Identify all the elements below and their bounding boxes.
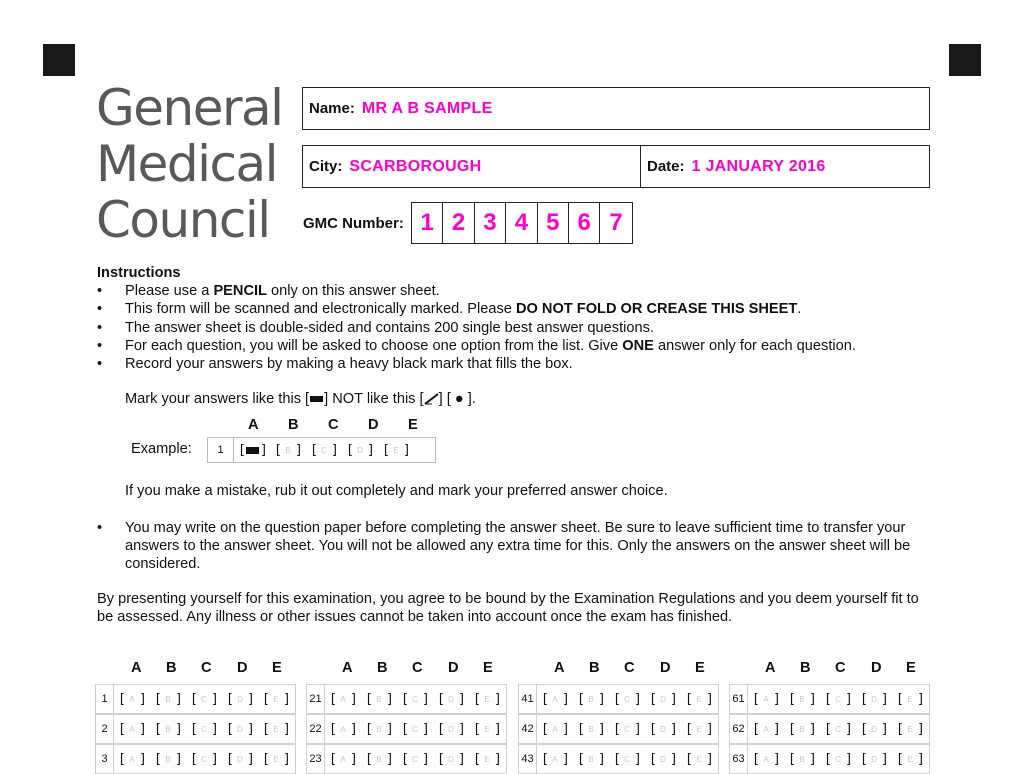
answer-box-d[interactable]: [ D ] — [226, 721, 255, 737]
answer-box-a[interactable]: [ A ] — [118, 691, 147, 707]
example-option-b: [ B ] — [274, 442, 303, 458]
date-field — [641, 146, 826, 187]
answer-box-a[interactable]: [ A ] — [541, 721, 570, 737]
gmc-number-boxes — [411, 202, 633, 244]
gmc-digit: 3 — [475, 203, 506, 243]
option-letter-c: C — [412, 660, 423, 676]
answer-box-c[interactable]: [ C ] — [824, 751, 853, 767]
answer-box-b[interactable]: [ B ] — [154, 751, 183, 767]
answer-column-4 — [729, 660, 930, 767]
answer-box-e[interactable]: [ E ] — [473, 751, 502, 767]
question-number: 63 — [730, 745, 748, 773]
answer-box-a[interactable]: [ A ] — [541, 691, 570, 707]
answer-box-c[interactable]: [ C ] — [190, 751, 219, 767]
answer-box-e[interactable]: [ E ] — [685, 721, 714, 737]
question-number: 3 — [96, 745, 114, 773]
option-letter-e: E — [272, 660, 282, 676]
answer-box-c[interactable]: [ C ] — [401, 751, 430, 767]
answer-row — [729, 684, 930, 714]
answer-row — [518, 714, 719, 744]
answer-box-c[interactable]: [ C ] — [824, 721, 853, 737]
answer-box-b[interactable]: [ B ] — [788, 691, 817, 707]
option-letter-d: D — [871, 660, 882, 676]
option-letter-e: E — [483, 660, 493, 676]
gmc-digit: 6 — [569, 203, 600, 243]
filled-mark-icon — [310, 396, 323, 402]
answer-box-d[interactable]: [ D ] — [860, 721, 889, 737]
answer-row — [306, 714, 507, 744]
answer-box-b[interactable]: [ B ] — [365, 721, 394, 737]
name-value: MR A B SAMPLE — [361, 99, 493, 117]
city-date-row — [302, 145, 930, 188]
answer-box-d[interactable]: [ D ] — [437, 691, 466, 707]
answer-box-b[interactable]: [ B ] — [577, 751, 606, 767]
city-field — [303, 146, 641, 187]
question-number: 2 — [96, 715, 114, 743]
option-letter-a: A — [765, 660, 776, 676]
option-letter-a: A — [131, 660, 142, 676]
logo-line-3: Council — [96, 191, 270, 249]
question-number: 62 — [730, 715, 748, 743]
answer-box-c[interactable]: [ C ] — [613, 721, 642, 737]
instruction-bullet-scan: • This form will be scanned and electronically marked. Please DO NOT FOLD OR CREASE THIS SHEET. — [97, 301, 802, 318]
answer-column-header — [306, 660, 507, 684]
answer-box-e[interactable]: [ E ] — [473, 691, 502, 707]
answer-box-c[interactable]: [ C ] — [401, 691, 430, 707]
gmc-number-label: GMC Number: — [303, 215, 404, 232]
answer-box-e[interactable]: [ E ] — [473, 721, 502, 737]
name-label: Name: — [309, 100, 355, 117]
answer-box-e[interactable]: [ E ] — [685, 751, 714, 767]
registration-mark-right — [949, 44, 981, 76]
answer-box-e[interactable]: [ E ] — [262, 691, 291, 707]
gmc-digit: 7 — [609, 209, 623, 236]
answer-row — [306, 684, 507, 714]
mark-example-text: Mark your answers like this [ ] NOT like this [ ] [ ● ]. — [125, 391, 476, 408]
gmc-digit: 5 — [538, 203, 569, 243]
option-letter-d: D — [448, 660, 459, 676]
answer-box-d[interactable]: [ D ] — [649, 721, 678, 737]
option-letter-c: C — [624, 660, 635, 676]
answer-box-e[interactable]: [ E ] — [896, 691, 925, 707]
option-letter-d: D — [237, 660, 248, 676]
answer-box-a[interactable]: [ A ] — [118, 751, 147, 767]
answer-row — [95, 684, 296, 714]
agreement-text: By presenting yourself for this examination, you agree to be bound by the Examination Regulations and you deem yourself fit to be assessed. Any illness or other issues cannot be taken into account once the exam has finished. — [97, 591, 919, 626]
option-letter-e: E — [695, 660, 705, 676]
answer-box-c[interactable]: [ C ] — [824, 691, 853, 707]
answer-box-e[interactable]: [ E ] — [685, 691, 714, 707]
answer-row — [306, 744, 507, 774]
logo-line-2: Medical — [96, 135, 278, 193]
answer-box-b[interactable]: [ B ] — [365, 751, 394, 767]
answer-column-1 — [95, 660, 296, 767]
option-letter-b: B — [377, 660, 388, 676]
option-letter-c: C — [201, 660, 212, 676]
date-value: 1 JANUARY 2016 — [691, 157, 826, 175]
answer-column-3 — [518, 660, 719, 767]
answer-box-a[interactable]: [ A ] — [329, 721, 358, 737]
option-letter-d: D — [660, 660, 671, 676]
option-letter-a: A — [554, 660, 565, 676]
logo-line-1: General — [96, 79, 283, 137]
gmc-digit: 4 — [506, 203, 537, 243]
answer-box-d[interactable]: [ D ] — [649, 691, 678, 707]
date-label: Date: — [647, 158, 685, 175]
answer-box-d[interactable]: [ D ] — [226, 691, 255, 707]
instructions-title: Instructions — [97, 265, 181, 281]
answer-box-a[interactable]: [ A ] — [118, 721, 147, 737]
answer-box-b[interactable]: [ B ] — [365, 691, 394, 707]
question-number: 43 — [519, 745, 537, 773]
answer-box-a[interactable]: [ A ] — [752, 721, 781, 737]
answer-box-b[interactable]: [ B ] — [154, 691, 183, 707]
answer-box-c[interactable]: [ C ] — [190, 691, 219, 707]
instruction-bullet-one-answer: • For each question, you will be asked to choose one option from the list. Give ONE answer only for each question. — [97, 337, 856, 354]
option-letter-b: B — [589, 660, 600, 676]
question-number: 41 — [519, 685, 537, 713]
answer-column-2 — [306, 660, 507, 767]
answer-box-b[interactable]: [ B ] — [577, 691, 606, 707]
answer-box-e[interactable]: [ E ] — [262, 751, 291, 767]
question-number: 22 — [307, 715, 325, 743]
example-option-a-filled: [ ] — [238, 442, 268, 458]
option-letter-b: B — [166, 660, 177, 676]
example-option-e: [ E ] — [382, 442, 411, 458]
answer-column-header — [95, 660, 296, 684]
option-letter-b: B — [800, 660, 811, 676]
answer-box-e[interactable]: [ E ] — [262, 721, 291, 737]
city-value: SCARBOROUGH — [349, 157, 482, 175]
answer-box-c[interactable]: [ C ] — [401, 721, 430, 737]
answer-row — [729, 744, 930, 774]
example-option-c: [ C ] — [310, 442, 339, 458]
gmc-digit: 2 — [443, 203, 474, 243]
question-number: 42 — [519, 715, 537, 743]
question-number: 21 — [307, 685, 325, 713]
example-option-d: [ D ] — [346, 442, 375, 458]
answer-box-d[interactable]: [ D ] — [437, 751, 466, 767]
answer-box-c[interactable]: [ C ] — [613, 751, 642, 767]
answer-column-header — [729, 660, 930, 684]
registration-mark-left — [43, 44, 75, 76]
answer-row — [95, 714, 296, 744]
slash-mark-icon — [424, 393, 439, 405]
example-answer-row — [207, 437, 436, 463]
answer-box-d[interactable]: [ D ] — [437, 721, 466, 737]
answer-box-b[interactable]: [ B ] — [154, 721, 183, 737]
question-number: 23 — [307, 745, 325, 773]
answer-row — [729, 714, 930, 744]
question-number: 61 — [730, 685, 748, 713]
instruction-bullet-double-sided: • The answer sheet is double-sided and contains 200 single best answer questions. — [97, 319, 654, 336]
answer-box-a[interactable]: [ A ] — [329, 691, 358, 707]
mistake-text: If you make a mistake, rub it out completely and mark your preferred answer choice. — [125, 483, 668, 500]
answer-column-header — [518, 660, 719, 684]
answer-box-c[interactable]: [ C ] — [613, 691, 642, 707]
answer-box-e[interactable]: [ E ] — [896, 751, 925, 767]
gmc-logo — [96, 80, 283, 248]
answer-box-b[interactable]: [ B ] — [577, 721, 606, 737]
dot-mark-icon: ● — [454, 391, 464, 408]
answer-box-e[interactable]: [ E ] — [896, 721, 925, 737]
answer-box-c[interactable]: [ C ] — [190, 721, 219, 737]
example-label: Example: — [131, 441, 192, 457]
answer-row — [518, 744, 719, 774]
answer-box-a[interactable]: [ A ] — [541, 751, 570, 767]
answer-box-d[interactable]: [ D ] — [860, 691, 889, 707]
instruction-bullet-record: • Record your answers by making a heavy black mark that fills the box. — [97, 356, 573, 373]
answer-row — [518, 684, 719, 714]
answer-box-d[interactable]: [ D ] — [860, 751, 889, 767]
answer-box-a[interactable]: [ A ] — [752, 751, 781, 767]
answer-box-d[interactable]: [ D ] — [226, 751, 255, 767]
option-letter-e: E — [906, 660, 916, 676]
example-question-number: 1 — [208, 438, 234, 462]
answer-box-b[interactable]: [ B ] — [788, 721, 817, 737]
question-number: 1 — [96, 685, 114, 713]
option-letter-c: C — [835, 660, 846, 676]
instruction-bullet-question-paper: • You may write on the question paper before completing the answer sheet. Be sure to leave sufficient time to transfer your answers to the answer sheet. You will not be allowed any extra time for this. Only the answers on the answer sheet will be considered. — [97, 519, 911, 573]
option-letter-a: A — [342, 660, 353, 676]
answer-row — [95, 744, 296, 774]
answer-box-b[interactable]: [ B ] — [788, 751, 817, 767]
name-field — [302, 87, 930, 130]
instruction-bullet-pencil: • Please use a PENCIL only on this answer sheet. — [97, 283, 440, 300]
answer-box-a[interactable]: [ A ] — [752, 691, 781, 707]
answer-box-d[interactable]: [ D ] — [649, 751, 678, 767]
gmc-digit: 1 — [412, 203, 443, 243]
city-label: City: — [309, 158, 343, 175]
answer-box-a[interactable]: [ A ] — [329, 751, 358, 767]
